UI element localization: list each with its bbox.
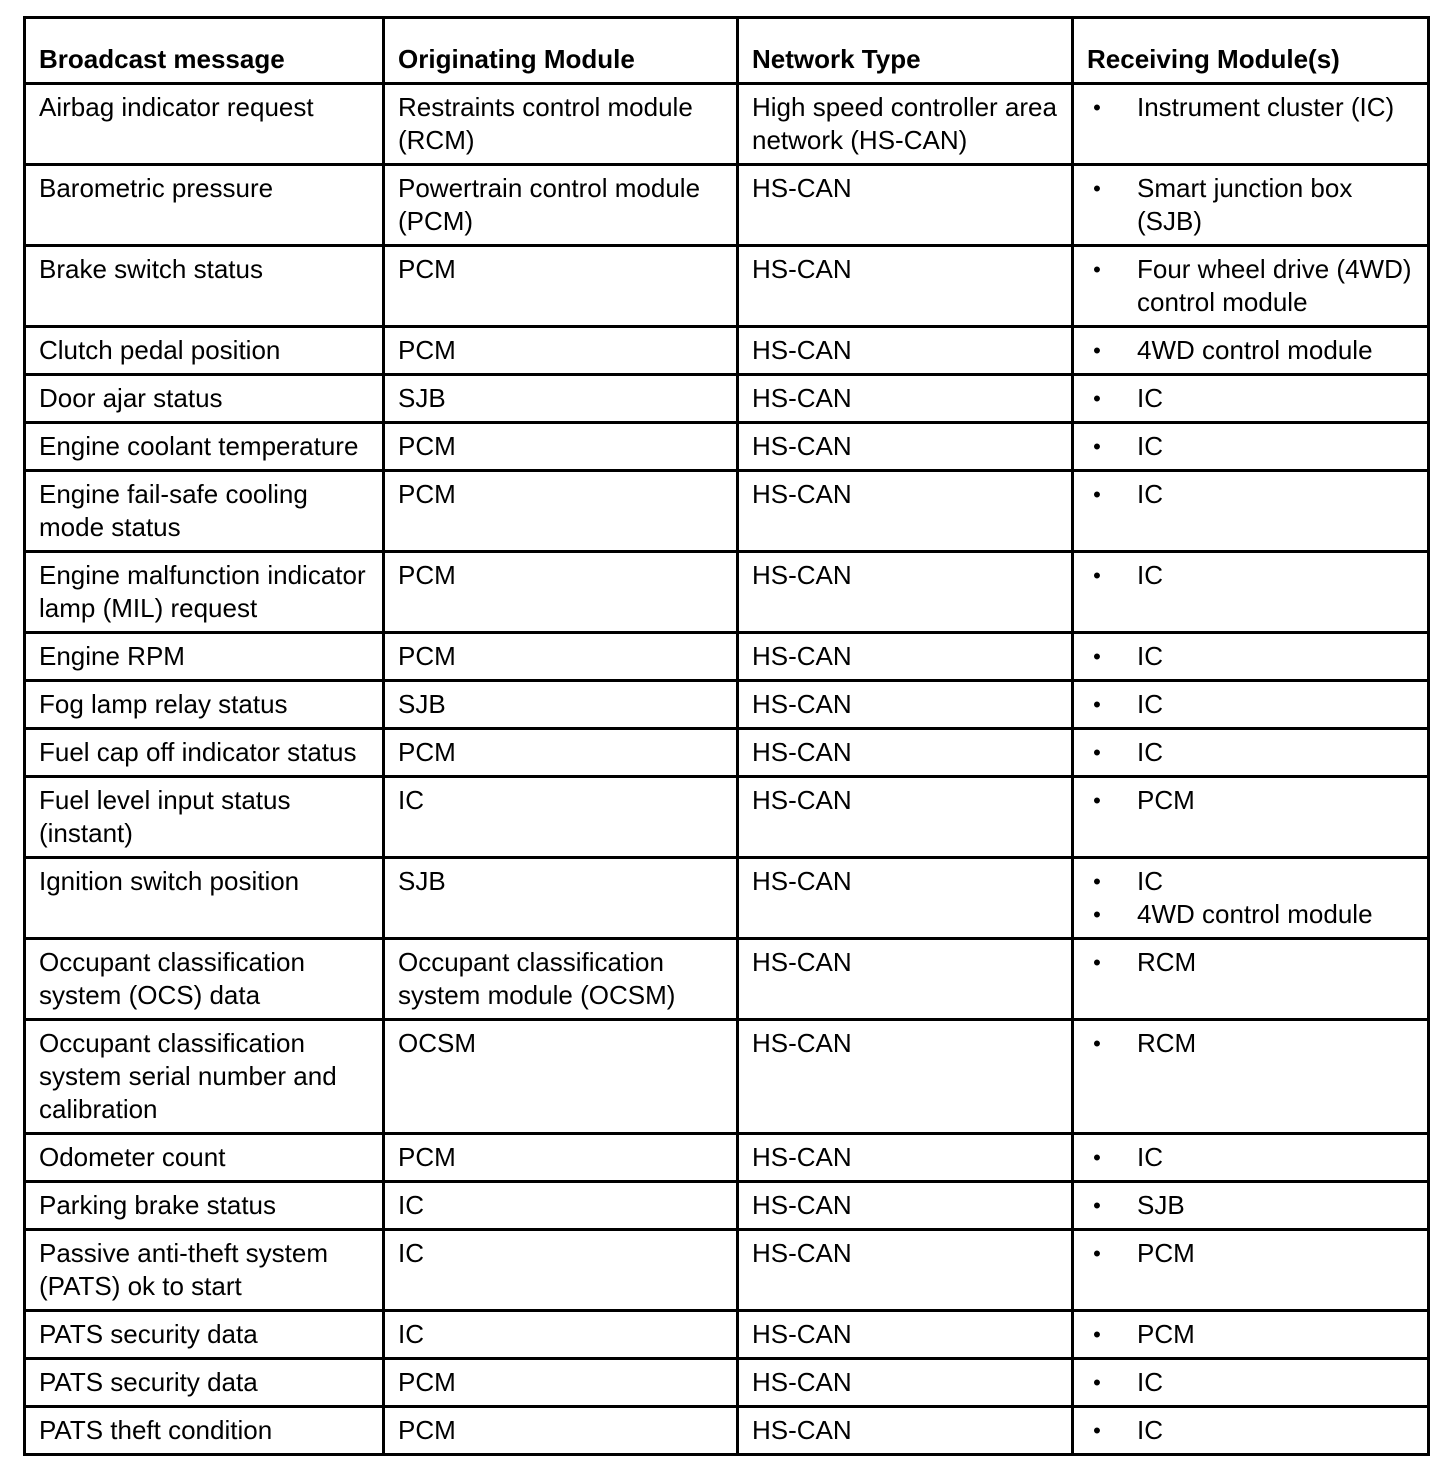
cell-receiving-modules	[1073, 777, 1429, 858]
table-body	[25, 84, 1429, 1455]
cell-broadcast-message: Barometric pressure	[25, 165, 384, 246]
receiving-module-label: IC	[1137, 479, 1163, 509]
receiving-module-item	[1087, 559, 1417, 592]
receiving-module-list	[1087, 1141, 1417, 1174]
cell-receiving-modules	[1073, 1134, 1429, 1182]
cell-receiving-modules	[1073, 1311, 1429, 1359]
table-row	[25, 777, 1429, 858]
bullet-icon: •	[1093, 386, 1101, 411]
receiving-module-label: PCM	[1137, 1319, 1195, 1349]
receiving-module-item	[1087, 1027, 1417, 1060]
receiving-module-item	[1087, 172, 1417, 238]
bullet-icon: •	[1093, 950, 1101, 975]
receiving-module-label: PCM	[1137, 785, 1195, 815]
receiving-module-label: IC	[1137, 641, 1163, 671]
receiving-module-label: IC	[1137, 1367, 1163, 1397]
cell-originating-module: PCM	[384, 633, 738, 681]
receiving-module-label: IC	[1137, 737, 1163, 767]
cell-network-type: HS-CAN	[738, 375, 1073, 423]
cell-originating-module: PCM	[384, 423, 738, 471]
receiving-module-item	[1087, 1366, 1417, 1399]
cell-originating-module: PCM	[384, 471, 738, 552]
receiving-module-item	[1087, 334, 1417, 367]
table-row	[25, 858, 1429, 939]
bullet-icon: •	[1093, 692, 1101, 717]
cell-originating-module: PCM	[384, 552, 738, 633]
cell-broadcast-message: Fuel level input status (instant)	[25, 777, 384, 858]
table-row	[25, 375, 1429, 423]
bullet-icon: •	[1093, 902, 1101, 927]
cell-originating-module: OCSM	[384, 1020, 738, 1134]
cell-originating-module: Powertrain control module (PCM)	[384, 165, 738, 246]
cell-network-type: HS-CAN	[738, 777, 1073, 858]
cell-originating-module: PCM	[384, 1407, 738, 1455]
receiving-module-list	[1087, 478, 1417, 511]
receiving-module-item	[1087, 91, 1417, 124]
table-row	[25, 1134, 1429, 1182]
receiving-module-label: SJB	[1137, 1190, 1185, 1220]
table-row	[25, 1311, 1429, 1359]
bullet-icon: •	[1093, 176, 1101, 201]
table-row	[25, 1182, 1429, 1230]
receiving-module-item	[1087, 946, 1417, 979]
receiving-module-item	[1087, 1237, 1417, 1270]
cell-originating-module: PCM	[384, 1134, 738, 1182]
cell-network-type: HS-CAN	[738, 1182, 1073, 1230]
bullet-icon: •	[1093, 434, 1101, 459]
receiving-module-list	[1087, 640, 1417, 673]
cell-receiving-modules	[1073, 246, 1429, 327]
receiving-module-list	[1087, 91, 1417, 124]
cell-broadcast-message: Occupant classification system (OCS) data	[25, 939, 384, 1020]
receiving-module-list	[1087, 1027, 1417, 1060]
cell-broadcast-message: Clutch pedal position	[25, 327, 384, 375]
receiving-module-item	[1087, 430, 1417, 463]
bullet-icon: •	[1093, 563, 1101, 588]
bullet-icon: •	[1093, 1145, 1101, 1170]
receiving-module-label: IC	[1137, 866, 1163, 896]
cell-broadcast-message: PATS security data	[25, 1359, 384, 1407]
receiving-module-list	[1087, 253, 1417, 319]
cell-network-type: HS-CAN	[738, 681, 1073, 729]
receiving-module-label: IC	[1137, 431, 1163, 461]
receiving-module-list	[1087, 559, 1417, 592]
receiving-module-label: IC	[1137, 1142, 1163, 1172]
cell-broadcast-message: Brake switch status	[25, 246, 384, 327]
cell-network-type: HS-CAN	[738, 1407, 1073, 1455]
cell-receiving-modules	[1073, 471, 1429, 552]
bullet-icon: •	[1093, 788, 1101, 813]
receiving-module-label: RCM	[1137, 1028, 1197, 1058]
receiving-module-label: Instrument cluster (IC)	[1137, 92, 1395, 122]
header-originating-module: Originating Module	[384, 18, 738, 84]
cell-receiving-modules	[1073, 681, 1429, 729]
bullet-icon: •	[1093, 1031, 1101, 1056]
cell-receiving-modules	[1073, 375, 1429, 423]
receiving-module-label: IC	[1137, 689, 1163, 719]
receiving-module-item	[1087, 382, 1417, 415]
receiving-module-label: IC	[1137, 383, 1163, 413]
cell-broadcast-message: PATS theft condition	[25, 1407, 384, 1455]
cell-network-type: HS-CAN	[738, 552, 1073, 633]
receiving-module-item	[1087, 784, 1417, 817]
cell-network-type: HS-CAN	[738, 1230, 1073, 1311]
cell-broadcast-message: Engine malfunction indicator lamp (MIL) request	[25, 552, 384, 633]
receiving-module-list	[1087, 1414, 1417, 1447]
bullet-icon: •	[1093, 1322, 1101, 1347]
cell-network-type: HS-CAN	[738, 1359, 1073, 1407]
cell-network-type: High speed controller area network (HS-CAN)	[738, 84, 1073, 165]
table-row	[25, 1407, 1429, 1455]
table-row	[25, 681, 1429, 729]
table-row	[25, 939, 1429, 1020]
cell-broadcast-message: Odometer count	[25, 1134, 384, 1182]
cell-broadcast-message: Engine fail-safe cooling mode status	[25, 471, 384, 552]
cell-receiving-modules	[1073, 165, 1429, 246]
cell-network-type: HS-CAN	[738, 939, 1073, 1020]
cell-receiving-modules	[1073, 327, 1429, 375]
cell-network-type: HS-CAN	[738, 858, 1073, 939]
bullet-icon: •	[1093, 482, 1101, 507]
receiving-module-item	[1087, 688, 1417, 721]
bullet-icon: •	[1093, 338, 1101, 363]
cell-broadcast-message: Occupant classification system serial number and calibration	[25, 1020, 384, 1134]
cell-originating-module: IC	[384, 1182, 738, 1230]
receiving-module-item	[1087, 640, 1417, 673]
receiving-module-label: 4WD control module	[1137, 899, 1373, 929]
receiving-module-label: RCM	[1137, 947, 1197, 977]
cell-receiving-modules	[1073, 1020, 1429, 1134]
bullet-icon: •	[1093, 257, 1101, 282]
cell-originating-module: PCM	[384, 729, 738, 777]
cell-originating-module: SJB	[384, 681, 738, 729]
cell-network-type: HS-CAN	[738, 423, 1073, 471]
receiving-module-item	[1087, 736, 1417, 769]
receiving-module-list	[1087, 865, 1417, 931]
cell-originating-module: SJB	[384, 858, 738, 939]
cell-originating-module: Restraints control module (RCM)	[384, 84, 738, 165]
cell-receiving-modules	[1073, 84, 1429, 165]
receiving-module-list	[1087, 1366, 1417, 1399]
bullet-icon: •	[1093, 1241, 1101, 1266]
cell-originating-module: PCM	[384, 327, 738, 375]
receiving-module-label: IC	[1137, 560, 1163, 590]
receiving-module-list	[1087, 172, 1417, 238]
cell-broadcast-message: Fuel cap off indicator status	[25, 729, 384, 777]
cell-broadcast-message: Engine coolant temperature	[25, 423, 384, 471]
cell-receiving-modules	[1073, 423, 1429, 471]
receiving-module-list	[1087, 430, 1417, 463]
table-header	[25, 18, 1429, 84]
header-network-type: Network Type	[738, 18, 1073, 84]
receiving-module-item	[1087, 253, 1417, 319]
receiving-module-item	[1087, 1141, 1417, 1174]
cell-broadcast-message: Engine RPM	[25, 633, 384, 681]
table-row	[25, 165, 1429, 246]
cell-network-type: HS-CAN	[738, 633, 1073, 681]
bullet-icon: •	[1093, 1193, 1101, 1218]
receiving-module-list	[1087, 688, 1417, 721]
cell-network-type: HS-CAN	[738, 246, 1073, 327]
receiving-module-item	[1087, 1318, 1417, 1351]
receiving-module-list	[1087, 1318, 1417, 1351]
table-row	[25, 633, 1429, 681]
table-row	[25, 1230, 1429, 1311]
bullet-icon: •	[1093, 740, 1101, 765]
bullet-icon: •	[1093, 1418, 1101, 1443]
receiving-module-item	[1087, 1414, 1417, 1447]
table-row	[25, 423, 1429, 471]
broadcast-message-table	[23, 16, 1430, 1456]
cell-broadcast-message: Airbag indicator request	[25, 84, 384, 165]
cell-receiving-modules	[1073, 858, 1429, 939]
receiving-module-item	[1087, 1189, 1417, 1222]
cell-network-type: HS-CAN	[738, 471, 1073, 552]
bullet-icon: •	[1093, 95, 1101, 120]
header-row	[25, 18, 1429, 84]
table-row	[25, 84, 1429, 165]
table-row	[25, 246, 1429, 327]
cell-originating-module: IC	[384, 777, 738, 858]
receiving-module-item	[1087, 865, 1417, 898]
cell-receiving-modules	[1073, 552, 1429, 633]
cell-receiving-modules	[1073, 633, 1429, 681]
cell-network-type: HS-CAN	[738, 327, 1073, 375]
receiving-module-item	[1087, 898, 1417, 931]
cell-network-type: HS-CAN	[738, 1311, 1073, 1359]
bullet-icon: •	[1093, 1370, 1101, 1395]
cell-receiving-modules	[1073, 939, 1429, 1020]
table-row	[25, 1359, 1429, 1407]
header-broadcast-message: Broadcast message	[25, 18, 384, 84]
cell-network-type: HS-CAN	[738, 1134, 1073, 1182]
cell-receiving-modules	[1073, 729, 1429, 777]
cell-broadcast-message: Passive anti-theft system (PATS) ok to start	[25, 1230, 384, 1311]
header-receiving-modules: Receiving Module(s)	[1073, 18, 1429, 84]
receiving-module-item	[1087, 478, 1417, 511]
cell-broadcast-message: Fog lamp relay status	[25, 681, 384, 729]
cell-network-type: HS-CAN	[738, 729, 1073, 777]
receiving-module-list	[1087, 784, 1417, 817]
cell-network-type: HS-CAN	[738, 1020, 1073, 1134]
cell-receiving-modules	[1073, 1230, 1429, 1311]
cell-broadcast-message: Ignition switch position	[25, 858, 384, 939]
receiving-module-list	[1087, 1237, 1417, 1270]
bullet-icon: •	[1093, 644, 1101, 669]
receiving-module-list	[1087, 736, 1417, 769]
cell-receiving-modules	[1073, 1359, 1429, 1407]
cell-originating-module: PCM	[384, 1359, 738, 1407]
receiving-module-list	[1087, 334, 1417, 367]
cell-originating-module: PCM	[384, 246, 738, 327]
receiving-module-label: PCM	[1137, 1238, 1195, 1268]
cell-receiving-modules	[1073, 1182, 1429, 1230]
cell-originating-module: Occupant classification system module (OCSM)	[384, 939, 738, 1020]
cell-originating-module: IC	[384, 1230, 738, 1311]
cell-broadcast-message: Door ajar status	[25, 375, 384, 423]
cell-originating-module: SJB	[384, 375, 738, 423]
table-row	[25, 1020, 1429, 1134]
table-row	[25, 552, 1429, 633]
table-row	[25, 471, 1429, 552]
cell-broadcast-message: Parking brake status	[25, 1182, 384, 1230]
cell-receiving-modules	[1073, 1407, 1429, 1455]
receiving-module-list	[1087, 382, 1417, 415]
bullet-icon: •	[1093, 869, 1101, 894]
cell-broadcast-message: PATS security data	[25, 1311, 384, 1359]
table-row	[25, 729, 1429, 777]
cell-network-type: HS-CAN	[738, 165, 1073, 246]
receiving-module-list	[1087, 1189, 1417, 1222]
table-row	[25, 327, 1429, 375]
receiving-module-label: Four wheel drive (4WD) control module	[1137, 254, 1412, 317]
receiving-module-label: IC	[1137, 1415, 1163, 1445]
receiving-module-list	[1087, 946, 1417, 979]
receiving-module-label: 4WD control module	[1137, 335, 1373, 365]
receiving-module-label: Smart junction box (SJB)	[1137, 173, 1353, 236]
cell-originating-module: IC	[384, 1311, 738, 1359]
